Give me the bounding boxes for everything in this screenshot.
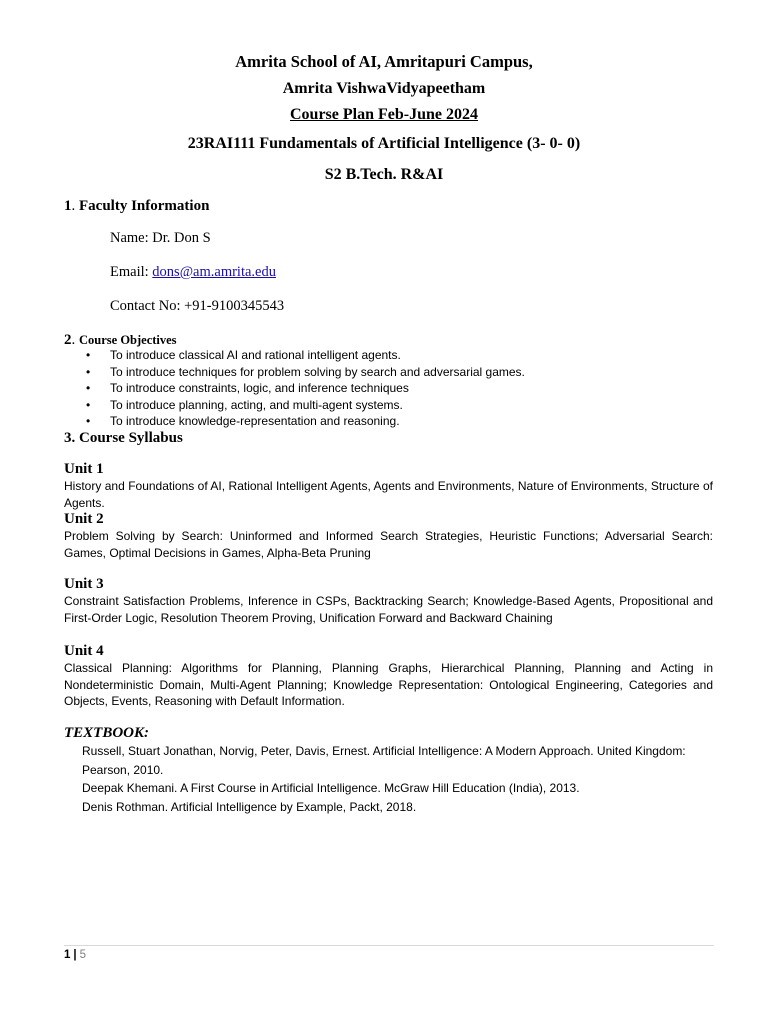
faculty-heading: 1. Faculty Information [64,198,210,214]
unit-text: Classical Planning: Algorithms for Planning, Planning Graphs, Hierarchical Planning, Planning and Acting in Nondeterministic Domain, Multi-Agent Planning; Knowledge Representation: Ontological Engineering, Categories and Objects, Events, Reasoning with Default Information. [64,661,713,708]
objective-item: • To introduce planning, acting, and multi-agent systems. [86,397,525,414]
unit-text: Problem Solving by Search: Uninformed and Informed Search Strategies, Heuristic Functions; Adversarial Search: Games, Optimal Decisions in Games, Alpha-Beta Pruning [64,529,713,560]
objective-item: • To introduce techniques for problem solving by search and adversarial games. [86,364,525,381]
faculty-heading-number: 1 [64,198,72,214]
faculty-email [110,264,276,281]
objectives-heading: 2. Course Objectives [64,332,177,348]
course-plan-title [0,106,768,124]
unit-title: Unit 2 [64,511,104,527]
textbook-list [82,742,712,816]
syllabus-heading: 3. Course Syllabus [64,430,183,446]
textbook-item: Russell, Stuart Jonathan, Norvig, Peter, Davis, Ernest. Artificial Intelligence: A Modern Approach. United Kingdom: Pearson, 2010. [82,744,686,777]
page-number [64,949,86,961]
current-page: 1 [64,949,71,961]
objective-item: • To introduce classical AI and rational intelligent agents. [86,347,525,364]
objective-item: • To introduce constraints, logic, and inference techniques [86,380,525,397]
university-title: Amrita VishwaVidyapeetham [282,80,486,97]
course-code-title: 23RAI111 Fundamentals of Artificial Intelligence (3- 0- 0) [187,135,581,152]
faculty-email-label: Email: [110,264,149,280]
total-pages: 5 [79,949,87,961]
faculty-name-value: Dr. Don S [152,230,211,246]
objectives-list [86,347,525,430]
faculty-email-link[interactable]: dons@am.amrita.edu [152,264,276,280]
faculty-contact-value: +91-9100345543 [184,298,285,314]
unit-title: Unit 3 [64,576,104,592]
faculty-heading-text: Faculty Information [79,198,210,214]
footer-divider [64,945,714,946]
textbook-heading: TEXTBOOK: [64,725,150,741]
objective-item: • To introduce knowledge-representation and reasoning. [86,413,525,430]
unit-text: Constraint Satisfaction Problems, Inference in CSPs, Backtracking Search; Knowledge-Based Agents, Propositional and First-Order Logic, Resolution Theorem Proving, Unification Forward and Backward Chaining [64,594,713,625]
school-title: Amrita School of AI, Amritapuri Campus, [235,52,533,71]
unit-title: Unit 1 [64,461,104,477]
objectives-heading-text: Course Objectives [79,333,177,347]
textbook-item: Denis Rothman. Artificial Intelligence by Example, Packt, 2018. [82,799,417,814]
faculty-name [110,230,211,247]
faculty-contact [110,298,284,315]
objectives-heading-number: 2 [64,332,72,348]
unit-title: Unit 4 [64,643,104,659]
page-separator: | [73,949,77,961]
faculty-contact-label: Contact No: [110,298,181,314]
textbook-item: Deepak Khemani. A First Course in Artificial Intelligence. McGraw Hill Education (India), 2013. [82,781,580,795]
course-plan-text: Course Plan Feb-June 2024 [290,106,478,123]
program-title: S2 B.Tech. R&AI [324,166,444,183]
faculty-name-label: Name: [110,230,149,246]
unit-text: History and Foundations of AI, Rational Intelligent Agents, Agents and Environments, Nature of Environments, Structure of Agents. [64,479,713,510]
